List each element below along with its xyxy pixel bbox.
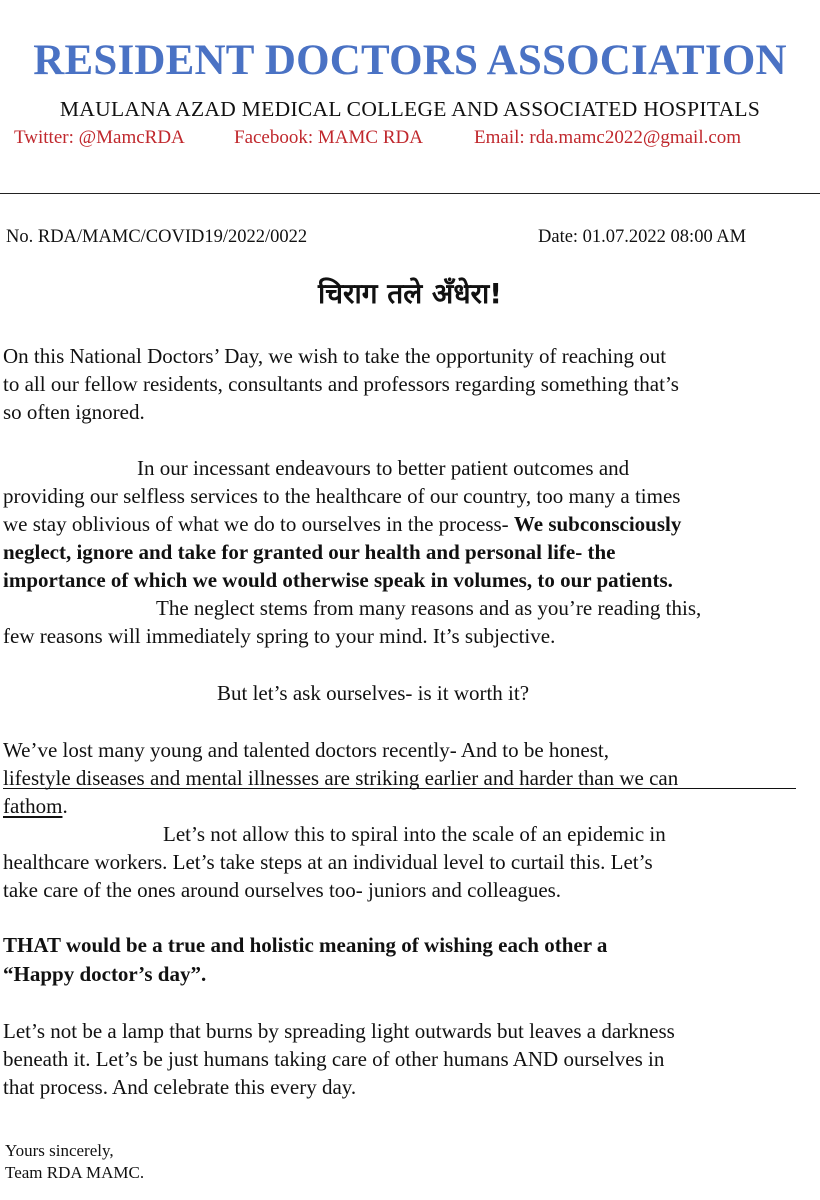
organization-name: RESIDENT DOCTORS ASSOCIATION <box>33 37 787 84</box>
paragraph-4-line-1: We’ve lost many young and talented doctors recently- And to be honest, <box>3 738 609 762</box>
paragraph-4-underlined-end: fathom <box>3 794 63 818</box>
paragraph-7-line-2: beneath it. Let’s be just humans taking care of other humans AND ourselves in <box>3 1047 665 1071</box>
letter-date: Date: 01.07.2022 08:00 AM <box>538 227 747 247</box>
paragraph-3: But let’s ask ourselves- is it worth it? <box>217 681 530 705</box>
paragraph-2-line-4: neglect, ignore and take for granted our health and personal life- the <box>3 540 616 564</box>
paragraph-7-line-1: Let’s not be a lamp that burns by spreading light outwards but leaves a darkness <box>3 1019 675 1043</box>
email-address: Email: rda.mamc2022@gmail.com <box>474 127 742 148</box>
paragraph-1-line-3: so often ignored. <box>3 400 145 424</box>
reference-number: No. RDA/MAMC/COVID19/2022/0022 <box>6 227 308 247</box>
twitter-handle: Twitter: @MamcRDA <box>14 127 185 148</box>
paragraph-4-period: . <box>62 794 68 818</box>
paragraph-2-line-3 <box>3 510 681 538</box>
signatory: Team RDA MAMC. <box>5 1163 145 1182</box>
letter-title: चिराग तले अँधेरा! <box>317 277 503 310</box>
paragraph-2-line-2: providing our selfless services to the healthcare of our country, too many a times <box>3 484 681 508</box>
paragraph-2-line-7: few reasons will immediately spring to your mind. It’s subjective. <box>3 624 556 648</box>
paragraph-5-line-3: take care of the ones around ourselves too- juniors and colleagues. <box>3 878 562 902</box>
header-divider <box>0 193 820 194</box>
paragraph-2-line-1: In our incessant endeavours to better patient outcomes and <box>137 456 630 480</box>
facebook-page: Facebook: MAMC RDA <box>234 127 423 148</box>
paragraph-7-line-3: that process. And celebrate this every day. <box>3 1075 357 1099</box>
underline-rule <box>3 788 796 789</box>
paragraph-2-emphasis-start: We subconsciously <box>513 512 682 536</box>
paragraph-5-line-1: Let’s not allow this to spiral into the scale of an epidemic in <box>163 822 666 846</box>
paragraph-6-line-1: THAT would be a true and holistic meaning of wishing each other a <box>3 933 608 957</box>
college-name: MAULANA AZAD MEDICAL COLLEGE AND ASSOCIATED HOSPITALS <box>59 97 761 121</box>
paragraph-2-line-5: importance of which we would otherwise speak in volumes, to our patients. <box>3 568 673 592</box>
paragraph-2-line-3-text: we stay oblivious of what we do to ourselves in the process- <box>3 512 514 536</box>
paragraph-5-line-2: healthcare workers. Let’s take steps at an individual level to curtail this. Let’s <box>3 850 653 874</box>
paragraph-2-line-6: The neglect stems from many reasons and as you’re reading this, <box>156 596 702 620</box>
paragraph-1-line-1: On this National Doctors’ Day, we wish to take the opportunity of reaching out <box>3 344 667 368</box>
paragraph-6-line-2: “Happy doctor’s day”. <box>3 962 207 986</box>
paragraph-4-line-2: lifestyle diseases and mental illnesses are striking earlier and harder than we can <box>3 766 679 790</box>
paragraph-1-line-2: to all our fellow residents, consultants and professors regarding something that’s <box>3 372 679 396</box>
closing-salutation: Yours sincerely, <box>5 1141 114 1160</box>
paragraph-4-line-3 <box>3 792 68 820</box>
